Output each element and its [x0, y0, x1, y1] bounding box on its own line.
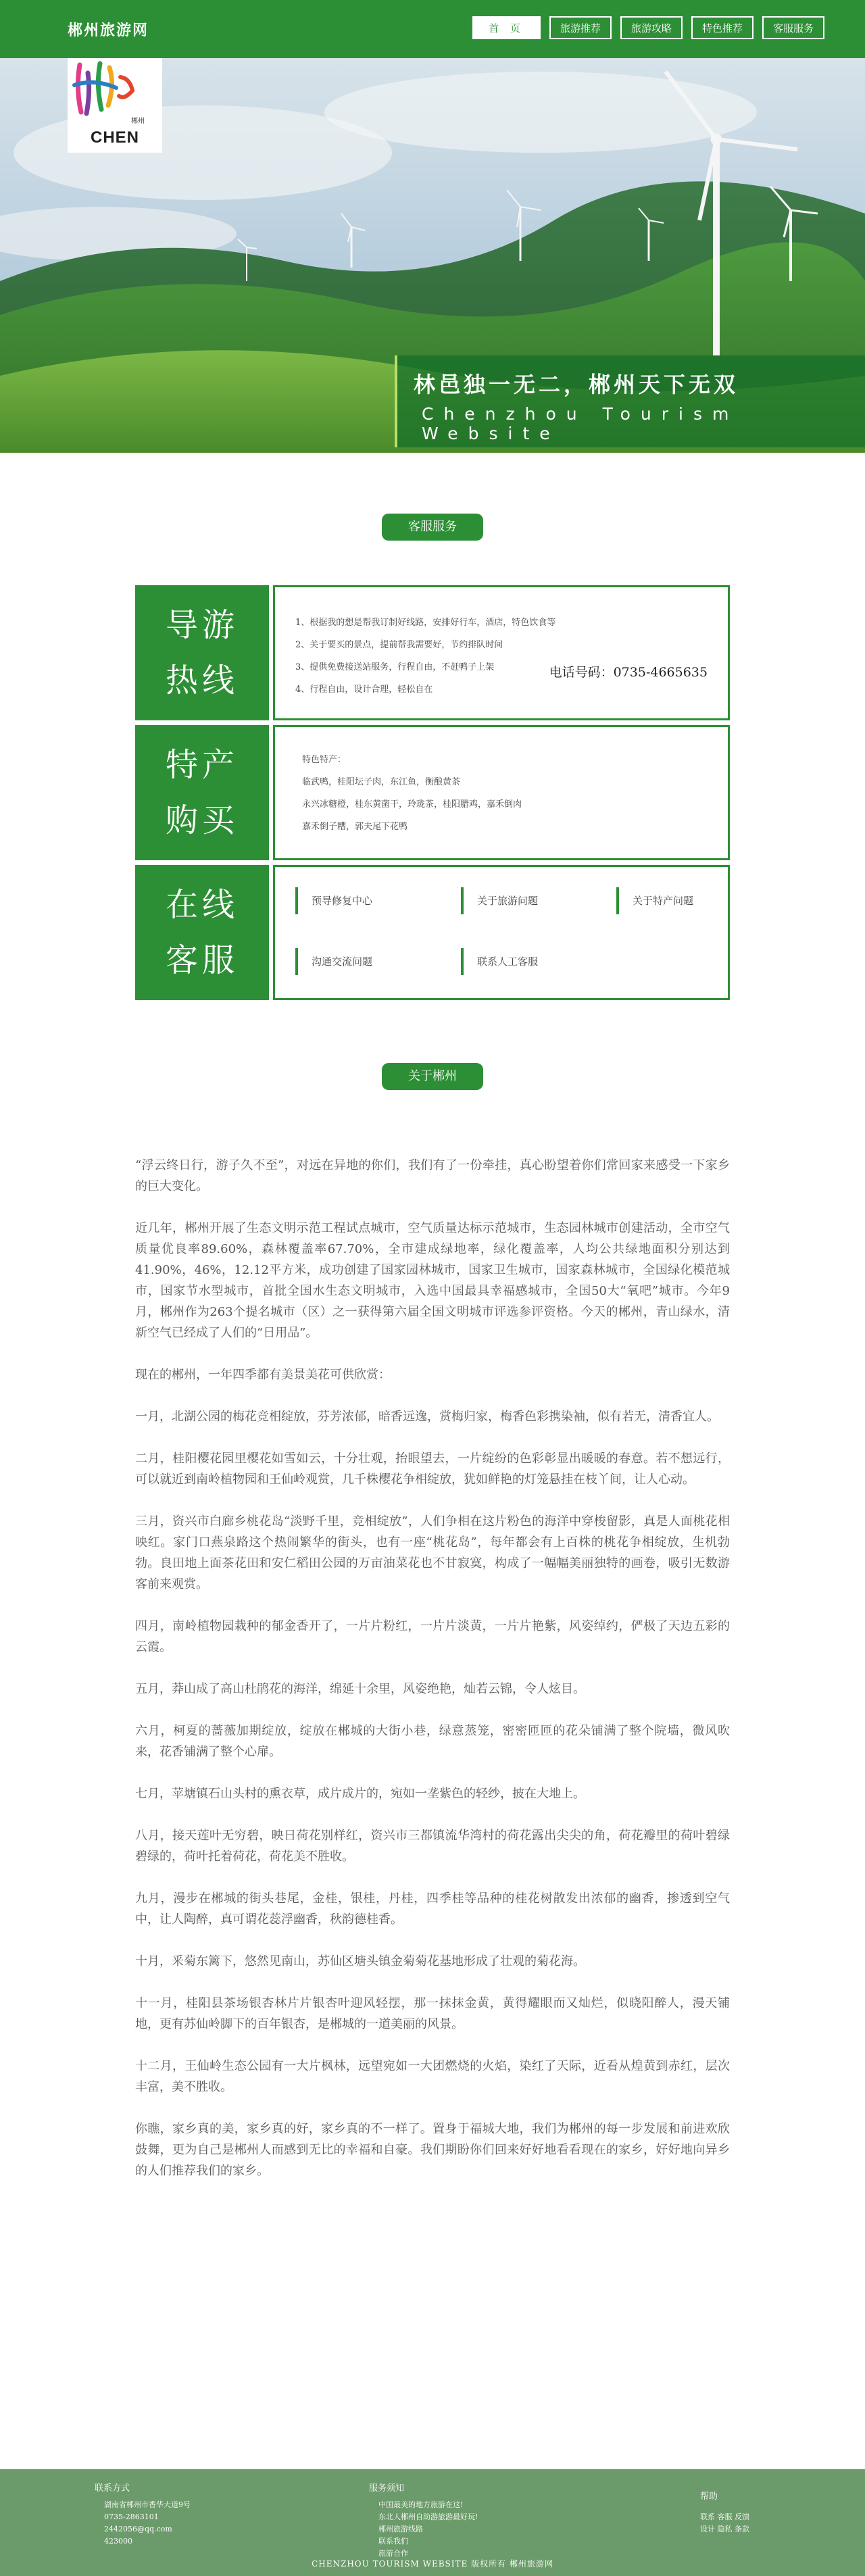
- about-paragraph: 五月，莽山成了高山杜鹃花的海洋，绵延十余里，风姿绝艳，灿若云锦，令人炫目。: [135, 1682, 585, 1696]
- about-paragraph: 三月，资兴市白廊乡桃花岛“淡野千里，竞相绽放”，人们争相在这片粉色的海洋中穿梭留影，真是人面桃花相映红。家门口燕泉路这个热闹繁华的街头，也有一座“桃花岛”，每年都会有上百株的桃花争相绽放，生机勃勃。良田地上面茶花田和安仁稻田公园的万亩油菜花也不甘寂寞，构成了一幅幅美丽独特的画卷，吸引无数游客前来观赏。: [135, 1514, 730, 1591]
- hero-slogan: [395, 355, 865, 447]
- nav-travel-recommend[interactable]: 旅游推荐: [549, 16, 612, 39]
- specialty-label-line1: 特产: [165, 746, 239, 784]
- footer-address: 湖南省郴州市香华大道9号: [104, 2500, 191, 2509]
- footer-help: [700, 2491, 749, 2535]
- about-paragraph: 十月，釆菊东篱下，悠然见南山，苏仙区塘头镇金菊菊花基地形成了壮观的菊花海。: [135, 1954, 585, 1968]
- footer-help-title: 帮助: [700, 2492, 718, 2502]
- site-logo[interactable]: [68, 58, 162, 153]
- nav-travel-guide[interactable]: 旅游攻略: [620, 16, 683, 39]
- about-paragraph: 七月，苹塘镇石山头村的熏衣草，成片成片的，宛如一垄紫色的轻纱，披在大地上。: [135, 1787, 585, 1801]
- online-label-line1: 在线: [165, 886, 239, 924]
- link-specialty-question[interactable]: 关于特产问题: [616, 887, 738, 914]
- footer-email[interactable]: 2442056@qq.com: [104, 2525, 172, 2533]
- guide-list: [295, 612, 555, 701]
- guide-hotline-panel: [273, 585, 730, 720]
- specialty-label: [135, 725, 269, 860]
- list-item: 2、关于要买的景点，提前帮我需要好，节约排队时间: [295, 640, 503, 650]
- logo-sub-text: 郴州: [131, 118, 145, 125]
- logo-text: CHEN: [90, 128, 139, 147]
- footer-copyright: CHENZHOU TOURISM WEBSITE 版权所有 郴州旅游网: [312, 2559, 553, 2569]
- footer-link[interactable]: 郴州旅游线路: [378, 2525, 423, 2533]
- about-section-title: 关于郴州: [382, 1063, 483, 1090]
- top-bar: [0, 0, 865, 58]
- link-booking-center[interactable]: 预导修复中心: [295, 887, 461, 914]
- hotline-phone: 电话号码：0735-4665635: [549, 665, 708, 680]
- footer: [0, 2469, 865, 2576]
- list-item: 1、根据我的想是帮我订制好线路，安排好行车，酒店，特色饮食等: [295, 618, 556, 628]
- footer-help-links-1[interactable]: 联系 客服 反馈: [700, 2512, 749, 2521]
- main-nav: [472, 16, 824, 39]
- online-service-label: [135, 865, 269, 1000]
- specialty-list: [302, 749, 522, 838]
- nav-home[interactable]: 首 页: [472, 16, 541, 39]
- footer-help-links-2[interactable]: 设计 隐私 条款: [700, 2525, 749, 2533]
- footer-phone: 0735-2863101: [104, 2512, 159, 2521]
- link-communication-question[interactable]: 沟通交流问题: [295, 948, 461, 975]
- footer-postcode: 423000: [104, 2537, 132, 2546]
- list-item: 3、提供免费接送站服务，行程自由，不赶鸭子上架: [295, 662, 495, 672]
- online-label-line2: 客服: [165, 941, 239, 979]
- about-paragraph: 十二月，王仙岭生态公园有一大片枫林，远望宛如一大团燃烧的火焰，染红了天际，近看从煌黄到赤红，层次丰富，美不胜收。: [135, 2059, 730, 2094]
- guide-hotline-label: [135, 585, 269, 720]
- footer-notice: [369, 2483, 478, 2560]
- guide-hotline-row: [135, 585, 730, 722]
- footer-link[interactable]: 联系我们: [378, 2537, 408, 2546]
- footer-contact: [95, 2483, 191, 2548]
- hero-banner: [0, 58, 865, 453]
- about-paragraph: 六月，柯夏的蔷薇加期绽放，绽放在郴城的大街小巷，绿意蒸笼，密密匝匝的花朵铺满了整个院墙，微风吹来，花香铺满了整个心扉。: [135, 1724, 730, 1759]
- list-item: 嘉禾倒子糟，郭夫尾下花鸭: [302, 822, 408, 832]
- list-item: 永兴冰糖橙，桂东黄菌干，玲珑茶，桂阳腊鸡，嘉禾倒肉: [302, 799, 522, 810]
- service-section-title: 客服服务: [382, 514, 483, 541]
- about-paragraph: 现在的郴州，一年四季都有美景美花可供欣赏：: [135, 1368, 391, 1382]
- list-item: 特色特产：: [302, 755, 347, 765]
- specialty-row: [135, 725, 730, 862]
- about-section: [135, 1155, 730, 2181]
- about-paragraph: 九月，漫步在郴城的街头巷尾，金桂，银桂，丹桂，四季桂等品种的桂花树散发出浓郁的幽香，掺透到空气中，让人陶醉，真可谓花蕊浮幽香，秋韵德桂香。: [135, 1891, 730, 1927]
- list-item: 4、行程自由，设计合理，轻松自在: [295, 685, 433, 695]
- link-travel-question[interactable]: 关于旅游问题: [461, 887, 616, 914]
- about-paragraph: 你瞧，家乡真的美，家乡真的好，家乡真的不一样了。置身于福城大地，我们为郴州的每一步发展和前进欢欣鼓舞，更为自己是郴州人而感到无比的幸福和自豪。我们期盼你们回来好好地看看现在的家乡，好好地向异乡的人们推荐我们的家乡。: [135, 2122, 730, 2178]
- footer-contact-title: 联系方式: [95, 2483, 130, 2494]
- footer-link[interactable]: 中国最美的地方旅游在这!: [378, 2500, 464, 2509]
- service-section: [135, 585, 730, 1002]
- nav-customer-service[interactable]: 客服服务: [762, 16, 824, 39]
- specialty-label-line2: 购买: [165, 801, 239, 839]
- guide-label-line1: 导游: [165, 606, 239, 644]
- footer-notice-title: 服务须知: [369, 2483, 405, 2494]
- site-name[interactable]: 郴州旅游网: [68, 21, 149, 39]
- nav-specialty[interactable]: 特色推荐: [691, 16, 753, 39]
- about-paragraph: 二月，桂阳樱花园里樱花如雪如云，十分壮观，抬眼望去，一片绽纷的色彩彰显出暖暖的春意。若不想远行，可以就近到南岭植物园和王仙岭观赏，几千株樱花争相绽放，犹如鲜艳的灯笼悬挂在枝丫间，让人心动。: [135, 1452, 730, 1487]
- link-human-service[interactable]: 联系人工客服: [461, 948, 616, 975]
- about-paragraph: 近几年，郴州开展了生态文明示范工程试点城市，空气质量达标示范城市，生态园林城市创建活动，全市空气质量优良率89.60%，森林覆盖率67.70%，全市建成绿地率，绿化覆盖率，人均公共绿地面积分别达到41.90%，46%，12.12平方米，成功创建了国家园林城市，国家卫生城市，国家森林城市，全国绿化模范城市，国家节水型城市，首批全国水生态文明城市，入选中国最具幸福感城市，全国50大“氧吧”城市。今年9月，郴州作为263个提名城市（区）之一获得第六届全国文明城市评选参评资格。今天的郴州，青山绿水，清新空气已经成了人们的“日用品”。: [135, 1221, 730, 1340]
- online-service-row: [135, 865, 730, 1002]
- slogan-chinese: 林邑独一无二，郴州天下无双: [414, 372, 739, 397]
- chen-logo-icon: [68, 58, 146, 119]
- about-paragraph: 一月，北湖公园的梅花竞相绽放，芬芳浓郁，暗香远逸，赏梅归家，梅香色彩携染袖，似有若无，清香宜人。: [135, 1410, 719, 1424]
- about-paragraph: 四月，南岭植物园栽种的郁金香开了，一片片粉红，一片片淡黄，一片片艳紫，风姿绰约，俨极了天边五彩的云霞。: [135, 1619, 730, 1654]
- online-links: [295, 887, 714, 975]
- about-paragraph: “浮云终日行，游子久不至”，对远在异地的你们，我们有了一份牵挂，真心盼望着你们常回家来感受一下家乡的巨大变化。: [135, 1158, 730, 1193]
- online-service-panel: [273, 865, 730, 1000]
- about-paragraph: 八月，接天莲叶无穷碧，映日荷花别样红，资兴市三都镇流华湾村的荷花露出尖尖的角，荷花瓣里的荷叶碧绿碧绿的，荷叶托着荷花，荷花美不胜收。: [135, 1829, 730, 1864]
- slogan-english: Chenzhou Tourism Website: [422, 404, 739, 443]
- specialty-panel: [273, 725, 730, 860]
- footer-link[interactable]: 旅游合作: [378, 2549, 408, 2558]
- list-item: 临武鸭，桂阳坛子肉，东江鱼，衡酿黄茶: [302, 777, 461, 787]
- about-paragraph: 十一月，桂阳县茶场银杏林片片银杏叶迎风轻摆，那一抹抹金黄，黄得耀眼而又灿烂，似晓阳醉人，漫天铺地，更有苏仙岭脚下的百年银杏，是郴城的一道美丽的风景。: [135, 1996, 730, 2031]
- guide-label-line2: 热线: [165, 662, 239, 699]
- footer-link[interactable]: 东北人郴州自助游旅游最好玩!: [378, 2512, 478, 2521]
